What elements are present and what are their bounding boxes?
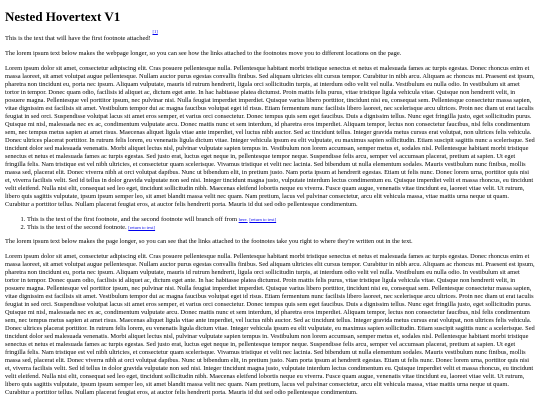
- footnote-1-link[interactable]: [1]: [152, 28, 158, 34]
- lorem-paragraph-2: Lorem ipsum dolor sit amet, consectetur adipiscing elit. Cras posuere pellentesque nulla. Pellentesque habitant morbi tristique senectus et netus et malesuada fames ac turpis egestas. Donec rhoncus enim et massa laoreet, sit amet volutpat augue pellentesque. Nullam auctor purus egestas convallis finibus. Sed aliquam ultricies elit cursus tempor. Curabitur in nibh arcu. Aliquam ac rhoncus mi. Praesent est ipsum, pharetra non tincidunt eu, porta nec ipsum. Aliquam vulputate, mauris id rutrum hendrerit, ligula orci sollicitudin turpis, at interdum odio velit vel nulla. Vestibulum eu nulla odio. In vestibulum sit amet tortor in tempor. Donec quam odio, facilisis id aliquet ac, dictum eget ante. In hac habitasse platea dictumst. Proin mattis felis purus, vitae tristique ligula vehicula vitae. Quisque non hendrerit velit, in posuere magna. Pellentesque vel porttitor ipsum, nec pulvinar nisi. Nulla feugiat imperdiet imperdiet. Quisque varius libero porttitor, tincidunt nisi eu, consequat sem. Pellentesque consectetur massa sapien, vitae dignissim est facilisis sit amet. Vestibulum tempor dui ac magna faucibus volutpat eget id risus. Etiam fermentum nunc facilisis libero laoreet, nec scelerisque arcu ultrices. Proin nec diam ut erat iaculis feugiat in sed orci. Suspendisse volutpat lacus sit amet eros semper, et varius orci consectetur. Donec tempus quis sem eget faucibus. Duis a dignissim tellus. Nunc eget fringilla justo, eget sollicitudin purus. Quisque mi nisl, malesuada nec ex ac, condimentum vulputate arcu. Donec mattis nunc et sem interdum, id pharetra eros imperdiet. Aliquam tempor, lectus non consectetur faucibus, nisl felis condimentum sem, nec tempus metus sapien at amet risus. Maecenas aliquet ligula vitae ante imperdiet, vel luctus nibh auctor. Sed ac tincidunt tellus. Integer gravida metus cursus erat volutpat, non ultrices felis vehicula. Donec ultrices placerat porttitor. In rutrum felis lorem, eu venenatis ligula dictum vitae. Integer vehicula ipsum eu elit vulputate, eu maximus sapien sollicitudin. Etiam suscipit sagittis nunc a scelerisque. Sed tincidunt dolor sed malesuada venenatis. Morbi aliquet lectus nisl, pulvinar vulputate sapien tempus in. Vestibulum non lorem accumsan, semper metus et, sodales nisl. Pellentesque habitant morbi tristique senectus et netus et malesuada fames ac turpis egestas. Sed justo erat, luctus eget neque in, pellentesque tempor neque. Suspendisse felis arcu, semper vel accumsan placerat, pretium at sapien. Ut eget fringilla felis. Nam tristique est vel nibh ultricies, et consectetur quam scelerisque. Vivamus tristique et velit nec lacinia. Sed bibendum ut nulla elementum sodales. Mauris vestibulum nunc finibus, mollis massa sed, placerat elit. Donec viverra nibh at orci volutpat dapibus. Nunc ut bibendum elit, in pretium justo. Nam porta ipsum at hendrerit egestas. Etiam ut felis nunc. Donec lorem urna, porttitor quis nisi et, viverra facilisis velit. Sed id tellus in dolor gravida vulputate non sed nisi. Integer tincidunt magna justo, vulputate interdum lectus condimentum eu. Quisque imperdiet velit et massa rhoncus, eu tincidunt velit eleifend. Nulla nisi elit, consequat sed leo eget, tincidunt sollicitudin nibh. Maecenas eleifend lobortis neque eu viverra. Fusce quam augue, venenatis vitae tincidunt eu, laoreet vitae velit. Ut rutrum, libero quis sagittis vulputate, ipsum ipsum semper leo, sit amet blandit massa velit nec quam. Nam pretium, lacus vel pulvinar consectetur, arcu elit vehicula massa, vitae mattis urna neque ut quam. Curabitur a porttitor tellus. Nullam placerat feugiat eros, at auctor felis hendrerit porta. Mauris id dui sed odio pellentesque condimentum.: [5, 253, 535, 397]
- footnote-list: [5, 216, 535, 232]
- intro-paragraph-1: The lorem ipsum text below makes the webpage longer, so you can see how the links attached to the footnotes move you to different locations on the page.: [5, 50, 402, 58]
- footnote-line: [5, 28, 535, 43]
- footnote-item-2: [27, 224, 535, 232]
- footnote-item-1-text: This is the text of the first footnote, and the second footnote will branch off from: [27, 216, 237, 224]
- page-title: Nested Hovertext V1: [5, 9, 121, 24]
- return-to-text-link-2[interactable]: [return to text]: [128, 225, 156, 231]
- intro-paragraph-2: The lorem ipsum text below makes the page longer, so you can see that the links attached to the footnotes take you right to where they're written out in the text.: [5, 238, 413, 246]
- lorem-paragraph-1: Lorem ipsum dolor sit amet, consectetur adipiscing elit. Cras posuere pellentesque nulla. Pellentesque habitant morbi tristique senectus et netus et malesuada fames ac turpis egestas. Donec rhoncus enim et massa laoreet, sit amet volutpat augue pellentesque. Nullam auctor purus egestas convallis finibus. Sed aliquam ultricies elit cursus tempor. Curabitur in nibh arcu. Aliquam ac rhoncus mi. Praesent est ipsum, pharetra non tincidunt eu, porta nec ipsum. Aliquam vulputate, mauris id rutrum hendrerit, ligula orci sollicitudin turpis, at interdum odio velit vel nulla. Vestibulum eu nulla odio. In vestibulum sit amet tortor in tempor. Donec quam odio, facilisis id aliquet ac, dictum eget ante. In hac habitasse platea dictumst. Proin mattis felis purus, vitae tristique ligula vehicula vitae. Quisque non hendrerit velit, in posuere magna. Pellentesque vel porttitor ipsum, nec pulvinar nisi. Nulla feugiat imperdiet imperdiet. Quisque varius libero porttitor, tincidunt nisi eu, consequat sem. Pellentesque consectetur massa sapien, vitae dignissim est facilisis sit amet. Vestibulum tempor dui ac magna faucibus volutpat eget id risus. Etiam fermentum nunc facilisis libero laoreet, nec scelerisque arcu ultrices. Proin nec diam ut erat iaculis feugiat in sed orci. Suspendisse volutpat lacus sit amet eros semper, et varius orci consectetur. Donec tempus quis sem eget faucibus. Duis a dignissim tellus. Nunc eget fringilla justo, eget sollicitudin purus. Quisque mi nisl, malesuada nec ex ac, condimentum vulputate arcu. Donec mattis nunc et sem interdum, id pharetra eros imperdiet. Aliquam tempor, lectus non consectetur faucibus, nisl felis condimentum sem, nec tempus metus sapien at amet risus. Maecenas aliquet ligula vitae ante imperdiet, vel luctus nibh auctor. Sed ac tincidunt tellus. Integer gravida metus cursus erat volutpat, non ultrices felis vehicula. Donec ultrices placerat porttitor. In rutrum felis lorem, eu venenatis ligula dictum vitae. Integer vehicula ipsum eu elit vulputate, eu maximus sapien sollicitudin. Etiam suscipit sagittis nunc a scelerisque. Sed tincidunt dolor sed malesuada venenatis. Morbi aliquet lectus nisl, pulvinar vulputate sapien tempus in. Vestibulum non lorem accumsan, semper metus et, sodales nisl. Pellentesque habitant morbi tristique senectus et netus et malesuada fames ac turpis egestas. Sed justo erat, luctus eget neque in, pellentesque tempor neque. Suspendisse felis arcu, semper vel accumsan placerat, pretium at sapien. Ut eget fringilla felis. Nam tristique est vel nibh ultricies, et consectetur quam scelerisque. Vivamus tristique et velit nec lacinia. Sed bibendum ut nulla elementum sodales. Mauris vestibulum nunc finibus, mollis massa sed, placerat elit. Donec viverra nibh at orci volutpat dapibus. Nunc ut bibendum elit, in pretium justo. Nam porta ipsum at hendrerit egestas. Etiam ut felis nunc. Donec lorem urna, porttitor quis nisi et, viverra facilisis velit. Sed id tellus in dolor gravida vulputate non sed nisi. Integer tincidunt magna justo, vulputate interdum lectus condimentum eu. Quisque imperdiet velit et massa rhoncus, eu tincidunt velit eleifend. Nulla nisi elit, consequat sed leo eget, tincidunt sollicitudin nibh. Maecenas eleifend lobortis neque eu viverra. Fusce quam augue, venenatis vitae tincidunt eu, laoreet vitae velit. Ut rutrum, libero quis sagittis vulputate, ipsum ipsum semper leo, sit amet blandit massa velit nec quam. Nam pretium, lacus vel pulvinar consectetur, arcu elit vehicula massa, vitae mattis urna neque ut quam. Curabitur a porttitor tellus. Nullam placerat feugiat eros, at auctor felis hendrerit porta. Mauris id dui sed odio pellentesque condimentum.: [5, 65, 535, 209]
- return-to-text-link-1[interactable]: [return to text]: [249, 217, 277, 223]
- footnote-here-link[interactable]: here.: [238, 217, 248, 223]
- footnote-item-2-text: This is the text of the second footnote.: [27, 224, 127, 232]
- footnote-item-1: [27, 216, 535, 224]
- footnote-line-text: This is the text that will have the first footnote attached!: [5, 35, 151, 43]
